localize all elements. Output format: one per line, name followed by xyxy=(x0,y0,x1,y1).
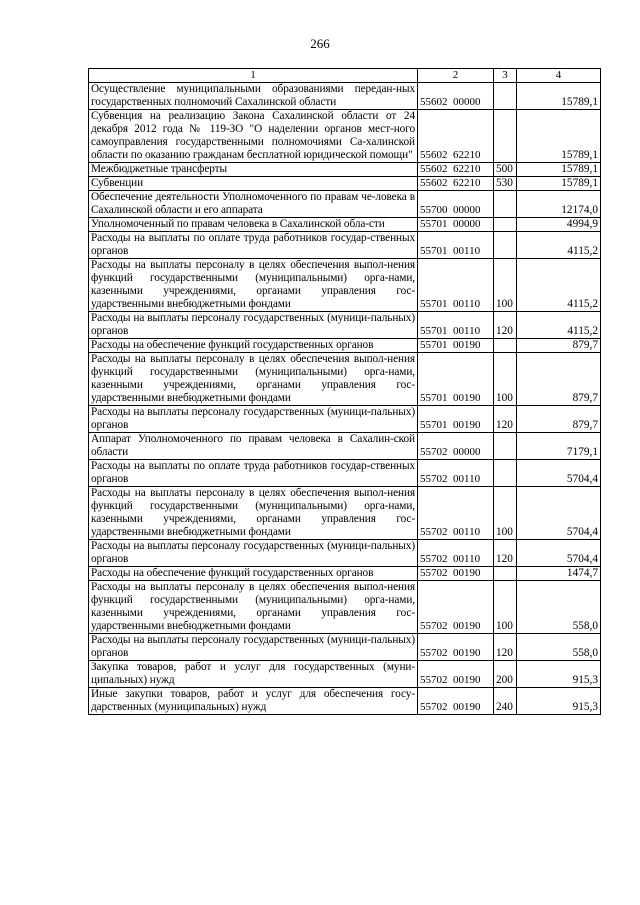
row-name-cell: Уполномоченный по правам человека в Сахалинской обла-сти xyxy=(89,218,418,232)
column-header-expense-type: 3 xyxy=(494,69,517,83)
row-amount-cell: 5704,4 xyxy=(517,460,601,487)
row-amount-cell: 12174,0 xyxy=(517,191,601,218)
row-code-cell: 55702 00190 xyxy=(418,581,494,634)
row-name-cell: Иные закупки товаров, работ и услуг для обеспечения госу-дарственных (муниципальных) нужд xyxy=(89,688,418,715)
table-row xyxy=(89,433,601,460)
row-amount-cell: 7179,1 xyxy=(517,433,601,460)
row-code-cell: 55702 00110 xyxy=(418,540,494,567)
row-code-cell: 55702 00110 xyxy=(418,460,494,487)
row-amount-cell: 4115,2 xyxy=(517,259,601,312)
row-name-cell: Расходы на выплаты персоналу государственных (муници-пальных) органов xyxy=(89,312,418,339)
page-number: 266 xyxy=(310,36,330,51)
row-code-cell: 55702 00000 xyxy=(418,433,494,460)
row-name-cell: Расходы на выплаты персоналу в целях обеспечения выпол-нения функций государственными (муниципальными) орга-нами, казенными учреждениями, органами управления гос-ударственными внебюджетными фондами xyxy=(89,259,418,312)
row-code-cell: 55702 00190 xyxy=(418,567,494,581)
table-row xyxy=(89,634,601,661)
table-row xyxy=(89,218,601,232)
row-expense-type-cell: 200 xyxy=(494,661,517,688)
row-amount-cell: 915,3 xyxy=(517,661,601,688)
row-name-cell: Расходы на выплаты по оплате труда работников государ-ственных органов xyxy=(89,460,418,487)
row-code-cell: 55702 00190 xyxy=(418,634,494,661)
row-amount-cell: 4994,9 xyxy=(517,218,601,232)
row-expense-type-cell: 120 xyxy=(494,312,517,339)
row-code-cell: 55602 62210 xyxy=(418,110,494,163)
row-expense-type-cell xyxy=(494,218,517,232)
row-amount-cell: 15789,1 xyxy=(517,110,601,163)
row-amount-cell: 879,7 xyxy=(517,353,601,406)
row-amount-cell: 5704,4 xyxy=(517,540,601,567)
table-row xyxy=(89,460,601,487)
row-expense-type-cell: 120 xyxy=(494,406,517,433)
row-expense-type-cell xyxy=(494,567,517,581)
row-expense-type-cell xyxy=(494,433,517,460)
row-expense-type-cell xyxy=(494,83,517,110)
row-name-cell: Расходы на обеспечение функций государственных органов xyxy=(89,567,418,581)
row-name-cell: Расходы на выплаты персоналу в целях обеспечения выпол-нения функций государственными (муниципальными) орга-нами, казенными учреждениями, органами управления гос-ударственными внебюджетными фондами xyxy=(89,353,418,406)
column-header-amount: 4 xyxy=(517,69,601,83)
row-code-cell: 55702 00190 xyxy=(418,688,494,715)
table-row xyxy=(89,688,601,715)
table-row xyxy=(89,339,601,353)
table-row xyxy=(89,177,601,191)
budget-table xyxy=(88,68,601,715)
table-row xyxy=(89,259,601,312)
row-expense-type-cell xyxy=(494,460,517,487)
row-amount-cell: 4115,2 xyxy=(517,312,601,339)
row-expense-type-cell xyxy=(494,339,517,353)
row-expense-type-cell xyxy=(494,110,517,163)
row-name-cell: Расходы на выплаты персоналу в целях обеспечения выпол-нения функций государственными (муниципальными) орга-нами, казенными учреждениями, органами управления гос-ударственными внебюджетными фондами xyxy=(89,581,418,634)
row-code-cell: 55701 00190 xyxy=(418,339,494,353)
row-name-cell: Закупка товаров, работ и услуг для государственных (муни-ципальных) нужд xyxy=(89,661,418,688)
table-row xyxy=(89,581,601,634)
row-code-cell: 55702 00110 xyxy=(418,487,494,540)
row-code-cell: 55602 00000 xyxy=(418,83,494,110)
row-amount-cell: 558,0 xyxy=(517,634,601,661)
table-header-row xyxy=(89,69,601,83)
row-code-cell: 55701 00110 xyxy=(418,259,494,312)
row-expense-type-cell: 100 xyxy=(494,581,517,634)
column-header-name: 1 xyxy=(89,69,418,83)
row-expense-type-cell: 100 xyxy=(494,487,517,540)
table-row xyxy=(89,163,601,177)
row-expense-type-cell: 100 xyxy=(494,259,517,312)
table-row xyxy=(89,83,601,110)
row-expense-type-cell: 120 xyxy=(494,634,517,661)
row-expense-type-cell xyxy=(494,191,517,218)
row-expense-type-cell: 240 xyxy=(494,688,517,715)
table-row xyxy=(89,232,601,259)
row-name-cell: Осуществление муниципальными образованиями передан-ных государственных полномочий Сахалинской области xyxy=(89,83,418,110)
row-name-cell: Расходы на обеспечение функций государственных органов xyxy=(89,339,418,353)
table-row xyxy=(89,540,601,567)
table-row xyxy=(89,661,601,688)
row-amount-cell: 558,0 xyxy=(517,581,601,634)
table-row xyxy=(89,110,601,163)
row-code-cell: 55701 00000 xyxy=(418,218,494,232)
row-expense-type-cell: 120 xyxy=(494,540,517,567)
row-code-cell: 55602 62210 xyxy=(418,177,494,191)
row-code-cell: 55701 00190 xyxy=(418,353,494,406)
row-name-cell: Обеспечение деятельности Уполномоченного по правам че-ловека в Сахалинской области и его аппарата xyxy=(89,191,418,218)
table-row xyxy=(89,406,601,433)
row-name-cell: Расходы на выплаты персоналу в целях обеспечения выпол-нения функций государственными (муниципальными) орга-нами, казенными учреждениями, органами управления гос-ударственными внебюджетными фондами xyxy=(89,487,418,540)
column-header-code: 2 xyxy=(418,69,494,83)
row-name-cell: Расходы на выплаты по оплате труда работников государ-ственных органов xyxy=(89,232,418,259)
row-expense-type-cell: 500 xyxy=(494,163,517,177)
row-code-cell: 55702 00190 xyxy=(418,661,494,688)
row-expense-type-cell: 530 xyxy=(494,177,517,191)
row-name-cell: Расходы на выплаты персоналу государственных (муници-пальных) органов xyxy=(89,540,418,567)
row-code-cell: 55701 00110 xyxy=(418,232,494,259)
row-code-cell: 55700 00000 xyxy=(418,191,494,218)
row-expense-type-cell xyxy=(494,232,517,259)
table-row xyxy=(89,567,601,581)
row-amount-cell: 15789,1 xyxy=(517,177,601,191)
row-code-cell: 55701 00190 xyxy=(418,406,494,433)
row-name-cell: Расходы на выплаты персоналу государственных (муници-пальных) органов xyxy=(89,406,418,433)
row-code-cell: 55701 00110 xyxy=(418,312,494,339)
row-amount-cell: 15789,1 xyxy=(517,163,601,177)
row-expense-type-cell: 100 xyxy=(494,353,517,406)
row-amount-cell: 879,7 xyxy=(517,339,601,353)
row-amount-cell: 4115,2 xyxy=(517,232,601,259)
row-amount-cell: 1474,7 xyxy=(517,567,601,581)
row-name-cell: Расходы на выплаты персоналу государственных (муници-пальных) органов xyxy=(89,634,418,661)
row-name-cell: Субвенции xyxy=(89,177,418,191)
row-amount-cell: 15789,1 xyxy=(517,83,601,110)
row-name-cell: Межбюджетные трансферты xyxy=(89,163,418,177)
table-row xyxy=(89,191,601,218)
row-amount-cell: 879,7 xyxy=(517,406,601,433)
row-amount-cell: 5704,4 xyxy=(517,487,601,540)
row-name-cell: Субвенция на реализацию Закона Сахалинской области от 24 декабря 2012 года № 119-ЗО "О наделении органов мест-ного самоуправления государственными полномочиями Са-халинской области по оказанию гражданам бесплатной юридической помощи" xyxy=(89,110,418,163)
row-amount-cell: 915,3 xyxy=(517,688,601,715)
table-row xyxy=(89,312,601,339)
table-row xyxy=(89,487,601,540)
row-name-cell: Аппарат Уполномоченного по правам человека в Сахалин-ской области xyxy=(89,433,418,460)
table-row xyxy=(89,353,601,406)
row-code-cell: 55602 62210 xyxy=(418,163,494,177)
